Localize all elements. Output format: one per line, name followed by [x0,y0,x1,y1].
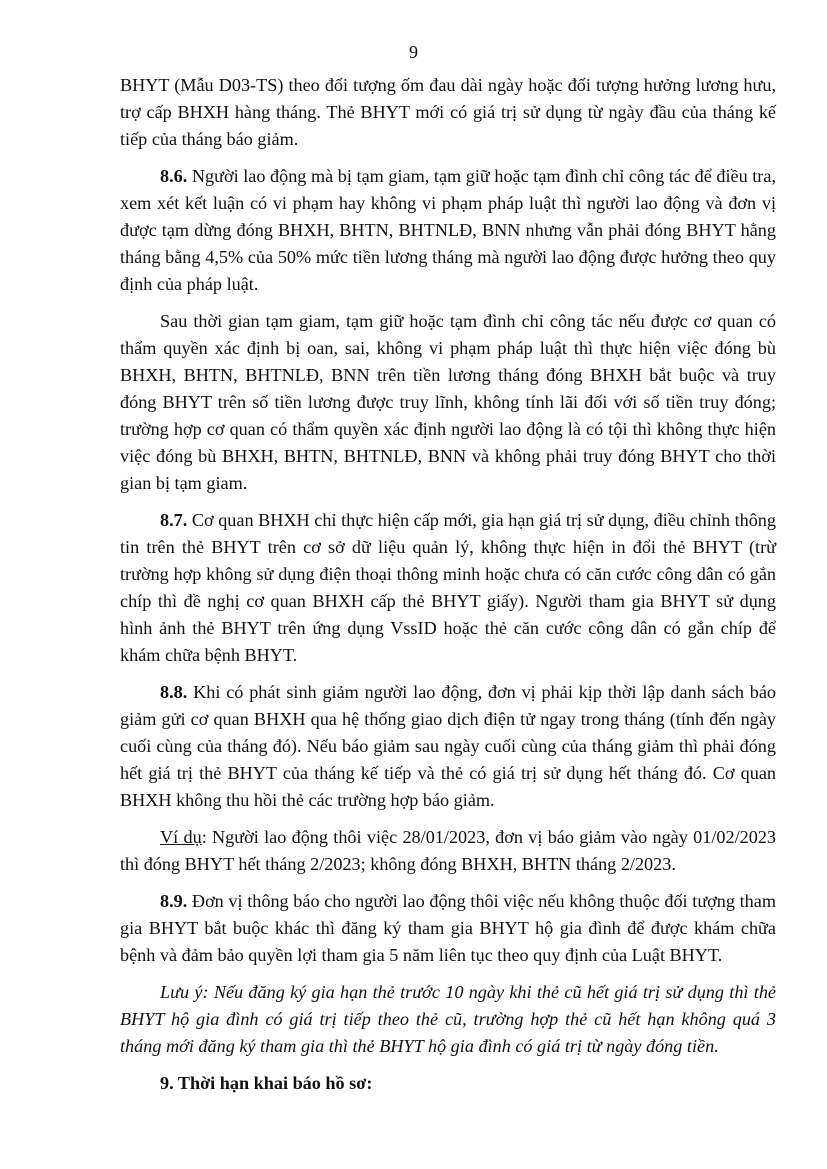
paragraph-text: BHYT (Mẫu D03-TS) theo đối tượng ốm đau dài ngày hoặc đối tượng hưởng lương hưu, trợ cấp BHXH hàng tháng. Thẻ BHYT mới có giá trị sử dụng từ ngày đầu của tháng kế tiếp của tháng báo giảm. [120,75,776,149]
paragraph-text: Khi có phát sinh giảm người lao động, đơn vị phải kịp thời lập danh sách báo giảm gửi cơ quan BHXH qua hệ thống giao dịch điện tử ngay trong tháng (tính đến ngày cuối cùng của tháng đó). Nếu báo giảm sau ngày cuối cùng của tháng giảm thì phải đóng hết giá trị thẻ BHYT của tháng kế tiếp và thẻ có giá trị sử dụng hết tháng đó. Cơ quan BHXH không thu hồi thẻ các trường hợp báo giảm. [120,682,776,810]
document-body [120,72,776,1097]
paragraph-8-7 [120,507,776,669]
section-label-8-7: 8.7. [160,510,188,530]
paragraph-text: Đơn vị thông báo cho người lao động thôi việc nếu không thuộc đối tượng tham gia BHYT bắt buộc khác thì đăng ký tham gia BHYT hộ gia đình để được khám chữa bệnh và đảm bảo quyền lợi tham gia 5 năm liên tục theo quy định của Luật BHYT. [120,891,776,965]
paragraph-text: : Người lao động thôi việc 28/01/2023, đơn vị báo giảm vào ngày 01/02/2023 thì đóng BHYT hết tháng 2/2023; không đóng BHXH, BHTN tháng 2/2023. [120,827,777,874]
paragraph-text: Người lao động mà bị tạm giam, tạm giữ hoặc tạm đình chỉ công tác để điều tra, xem xét kết luận có vi phạm hay không vi phạm pháp luật thì người lao động và đơn vị được tạm dừng đóng BHXH, BHTN, BHTNLĐ, BNN nhưng vẫn phải đóng BHYT hằng tháng bằng 4,5% của 50% mức tiền lương tháng mà người lao động được hưởng theo quy định của pháp luật. [120,166,776,294]
paragraph-8-9 [120,888,776,969]
paragraph-note [120,979,776,1060]
paragraph-8-6-cont [120,308,776,497]
section-label-8-8: 8.8. [160,682,188,702]
paragraph-8-6 [120,163,776,298]
paragraph-text: Cơ quan BHXH chỉ thực hiện cấp mới, gia hạn giá trị sử dụng, điều chỉnh thông tin trên thẻ BHYT trên cơ sở dữ liệu quản lý, không thực hiện in đổi thẻ BHYT (trừ trường hợp không sử dụng điện thoại thông minh hoặc chưa có căn cước công dân có gắn chíp thì đề nghị cơ quan BHXH cấp thẻ BHYT giấy). Người tham gia BHYT sử dụng hình ảnh thẻ BHYT trên ứng dụng VssID hoặc thẻ căn cước công dân có gắn chíp để khám chữa bệnh BHYT. [120,510,776,665]
paragraph-8-8 [120,679,776,814]
paragraph-continuation [120,72,776,153]
paragraph-text: Lưu ý: Nếu đăng ký gia hạn thẻ trước 10 ngày khi thẻ cũ hết giá trị sử dụng thì thẻ BHYT hộ gia đình có giá trị tiếp theo thẻ cũ, trường hợp thẻ cũ hết hạn không quá 3 tháng mới đăng ký tham gia thì thẻ BHYT hộ gia đình có giá trị từ ngày đóng tiền. [120,982,776,1056]
section-label-8-9: 8.9. [160,891,188,911]
section-label-8-6: 8.6. [160,166,188,186]
page-number: 9 [409,42,418,62]
section-heading-9: 9. Thời hạn khai báo hồ sơ: [160,1073,373,1093]
example-label: Ví dụ [160,827,202,847]
paragraph-example [120,824,776,878]
paragraph-text: Sau thời gian tạm giam, tạm giữ hoặc tạm đình chỉ công tác nếu được cơ quan có thẩm quyền xác định bị oan, sai, không vi phạm pháp luật thì thực hiện việc đóng bù BHXH, BHTN, BHTNLĐ, BNN trên tiền lương tháng đóng BHXH bắt buộc và truy đóng BHYT trên số tiền lương được truy lĩnh, không tính lãi đối với số tiền truy đóng; trường hợp cơ quan có thẩm quyền xác định người lao động là có tội thì không thực hiện việc đóng bù BHXH, BHTN, BHTNLĐ, BNN và không phải truy đóng BHYT cho thời gian bị tạm giam. [120,311,776,493]
